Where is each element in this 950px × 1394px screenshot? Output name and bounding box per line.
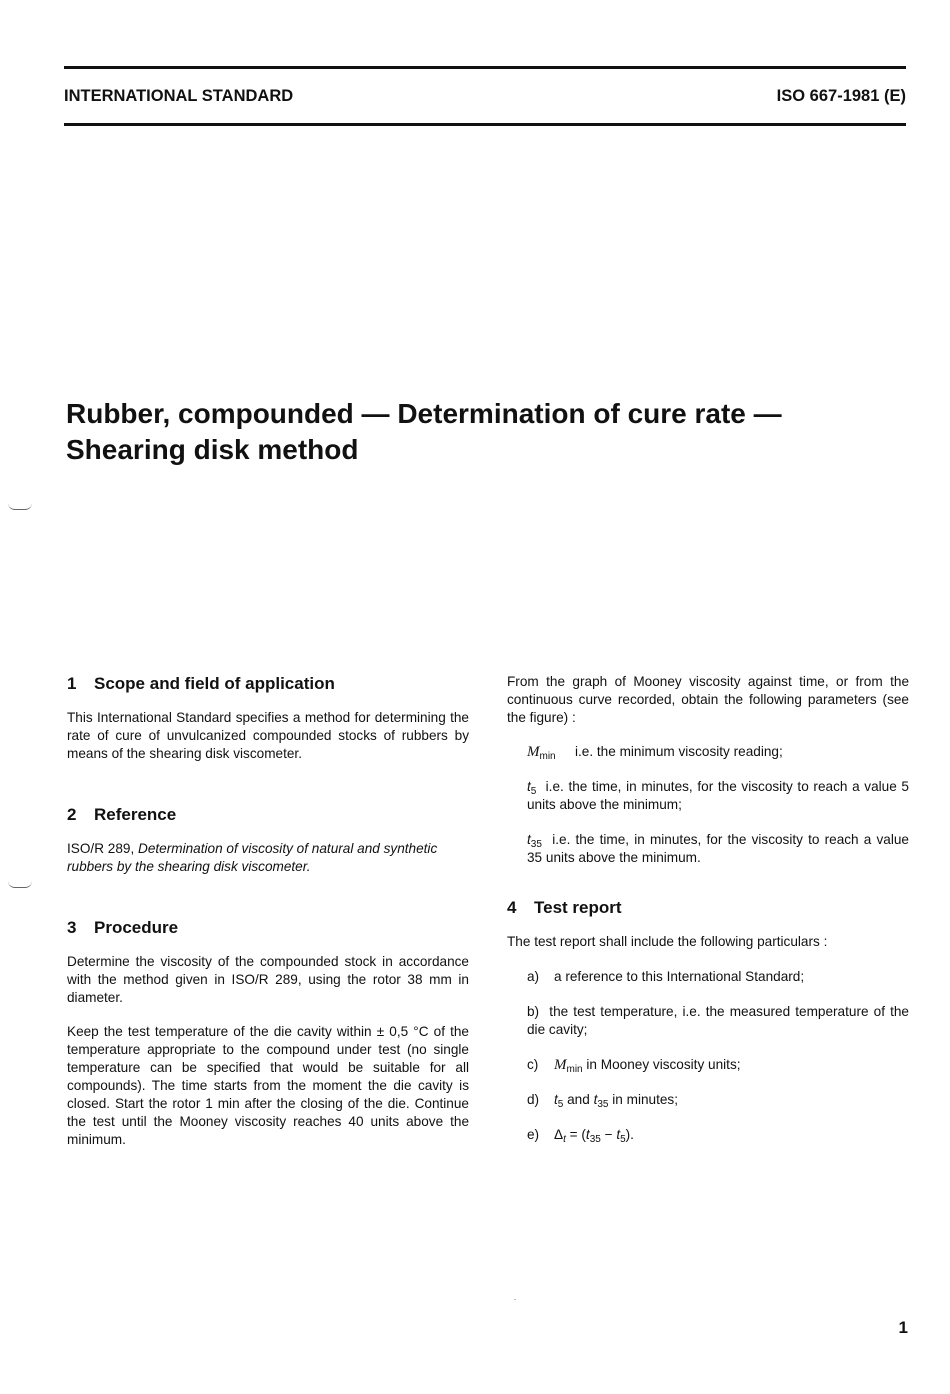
param-subscript: 5 bbox=[530, 786, 537, 797]
section-1-heading bbox=[67, 673, 469, 695]
report-item-e bbox=[507, 1126, 909, 1144]
param-symbol: t bbox=[527, 832, 531, 847]
header-document-number: ISO 667-1981 (E) bbox=[776, 87, 906, 105]
param-subscript: min bbox=[566, 1064, 583, 1075]
section-number: 2 bbox=[67, 805, 77, 824]
param-subscript: 35 bbox=[589, 1134, 601, 1145]
test-report-intro: The test report shall include the following particulars : bbox=[507, 934, 828, 949]
margin-mark bbox=[8, 503, 32, 510]
procedure-para-1: Determine the viscosity of the compounded stock in accordance with the method given in ISO/R 289, using the rotor 38 mm in diameter. bbox=[67, 954, 469, 1005]
section-title: Reference bbox=[94, 805, 177, 824]
param-subscript: 5 bbox=[620, 1134, 626, 1145]
title-line-2: Shearing disk method bbox=[66, 434, 359, 465]
report-item-d bbox=[507, 1091, 909, 1109]
param-symbol: t bbox=[593, 1092, 598, 1107]
document-title bbox=[66, 396, 926, 468]
item-label: b) bbox=[527, 1004, 540, 1019]
param-t35 bbox=[507, 831, 909, 867]
header-standard-label: INTERNATIONAL STANDARD bbox=[64, 87, 294, 105]
margin-mark bbox=[8, 881, 32, 888]
procedure-para-2: Keep the test temperature of the die cavity within ± 0,5 °C of the temperature appropriate to the compound under test (no single temperature can be specified that would be suitable for all compounds). The time starts from the moment the die cavity is closed. Start the rotor 1 min after the closing of the die. Continue the test until the Mooney viscosity reaches 40 units above the minimum. bbox=[67, 1024, 469, 1147]
section-title: Test report bbox=[534, 898, 622, 917]
param-symbol: t bbox=[585, 1127, 590, 1142]
scan-speck bbox=[514, 1299, 516, 1300]
param-description: i.e. the time, in minutes, for the viscosity to reach a value 35 units above the minimum. bbox=[527, 832, 909, 865]
item-text: in minutes; bbox=[608, 1092, 678, 1107]
delta-formula bbox=[554, 1126, 909, 1144]
param-mmin bbox=[507, 743, 909, 761]
header-rule-top bbox=[64, 66, 906, 69]
report-item-a bbox=[507, 968, 909, 986]
parameters-intro: From the graph of Mooney viscosity against time, or from the continuous curve recorded, obtain the following parameters (see the figure) : bbox=[507, 674, 909, 725]
param-subscript: min bbox=[539, 751, 556, 762]
item-label: c) bbox=[527, 1057, 539, 1072]
param-description: i.e. the minimum viscosity reading; bbox=[575, 744, 783, 759]
item-label: d) bbox=[527, 1092, 540, 1107]
section-2-heading bbox=[67, 804, 469, 826]
section-title: Procedure bbox=[94, 918, 179, 937]
delta-symbol: Δ bbox=[554, 1127, 564, 1142]
formula-minus: − bbox=[600, 1127, 617, 1142]
report-item-c bbox=[507, 1056, 909, 1074]
item-label: e) bbox=[527, 1127, 540, 1142]
param-symbol: t bbox=[527, 779, 531, 794]
param-subscript: 35 bbox=[597, 1099, 609, 1110]
param-symbol: t bbox=[554, 1092, 558, 1107]
formula-end: ). bbox=[625, 1127, 634, 1142]
section-number: 4 bbox=[507, 898, 517, 917]
section-number: 1 bbox=[67, 674, 77, 693]
report-item-b bbox=[507, 1003, 909, 1039]
reference-title: Determination of viscosity of natural and synthetic rubbers by the shearing disk viscometer. bbox=[67, 841, 438, 874]
section-number: 3 bbox=[67, 918, 77, 937]
item-label: a) bbox=[527, 969, 540, 984]
item-text: a reference to this International Standard; bbox=[554, 969, 805, 984]
formula-equals: = ( bbox=[565, 1127, 586, 1142]
section-3-heading bbox=[67, 917, 469, 939]
param-subscript: 5 bbox=[557, 1099, 564, 1110]
section-4-heading bbox=[507, 897, 909, 919]
param-description: i.e. the time, in minutes, for the viscosity to reach a value 5 units above the minimum; bbox=[527, 779, 909, 812]
delta-subscript: t bbox=[563, 1134, 566, 1145]
left-column bbox=[67, 673, 469, 1149]
param-symbol: t bbox=[616, 1127, 621, 1142]
item-text-mid: and bbox=[563, 1092, 594, 1107]
param-subscript: 35 bbox=[530, 839, 542, 850]
param-symbol: M bbox=[554, 1057, 567, 1073]
section-title: Scope and field of application bbox=[94, 674, 335, 693]
reference-entry bbox=[67, 840, 469, 876]
item-text: the test temperature, i.e. the measured temperature of the die cavity; bbox=[527, 1004, 909, 1037]
page-number: 1 bbox=[898, 1318, 908, 1337]
param-t5 bbox=[507, 778, 909, 814]
item-text: in Mooney viscosity units; bbox=[582, 1057, 741, 1072]
right-column bbox=[507, 673, 909, 1144]
title-line-1: Rubber, compounded — Determination of cure rate — bbox=[66, 398, 782, 429]
reference-prefix: ISO/R 289, bbox=[67, 841, 139, 856]
header-rule-bottom bbox=[64, 123, 906, 126]
param-symbol: M bbox=[527, 744, 540, 760]
section-1-text: This International Standard specifies a method for determining the rate of cure of unvulcanized compounded stocks of rubbers by means of the shearing disk viscometer. bbox=[67, 710, 469, 761]
